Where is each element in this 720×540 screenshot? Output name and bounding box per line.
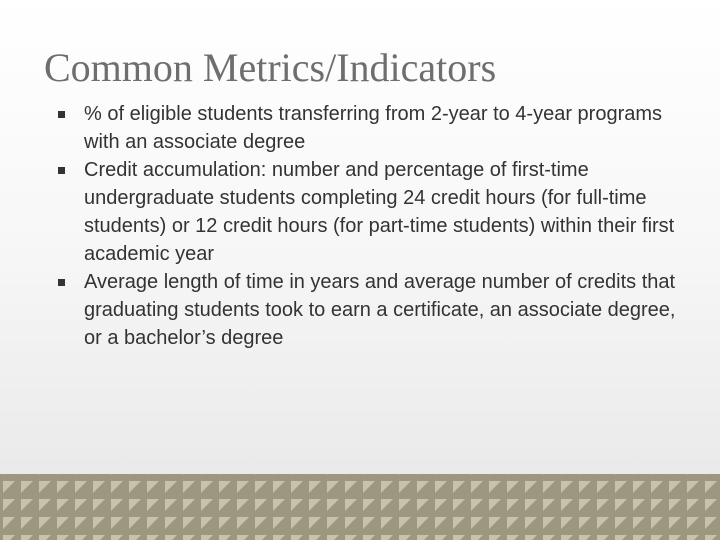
bullet-item (58, 268, 698, 352)
footer-decorative-band (0, 474, 720, 540)
square-bullet-icon (58, 111, 65, 118)
slide-title: Common Metrics/Indicators (44, 45, 497, 90)
bullet-text: Average length of time in years and average number of credits that graduating students took to earn a certificate, an associate degree, or a bachelor’s degree (84, 271, 676, 349)
square-bullet-icon (58, 167, 65, 174)
bullet-item (58, 156, 698, 268)
bullet-list (58, 100, 698, 352)
bullet-text: % of eligible students transferring from 2-year to 4-year programs with an associate degree (84, 103, 663, 153)
bullet-text: Credit accumulation: number and percentage of first-time undergraduate students completing 24 credit hours (for full-time students) or 12 credit hours (for part-time students) within their first academic year (84, 159, 675, 265)
square-bullet-icon (58, 279, 65, 286)
triangle-pattern (0, 474, 720, 540)
bullet-item (58, 100, 698, 156)
